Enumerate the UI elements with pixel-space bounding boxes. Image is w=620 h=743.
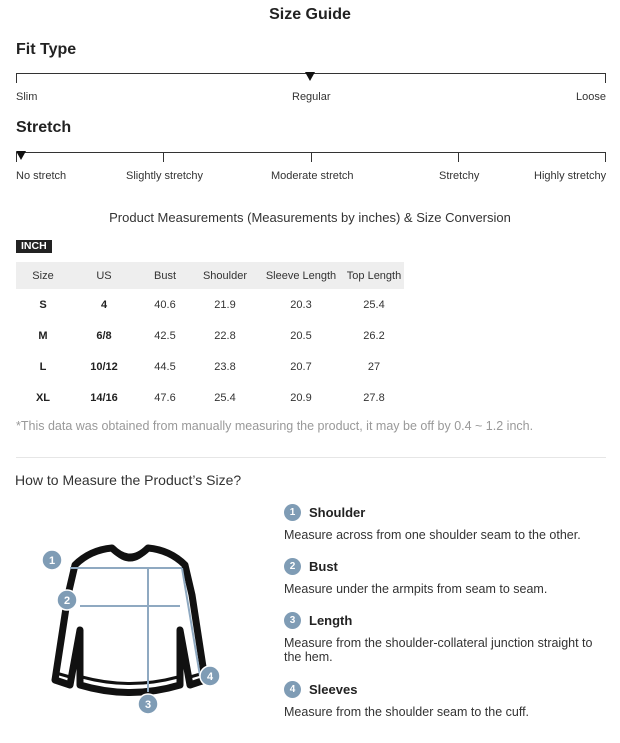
diagram-marker-3 xyxy=(138,694,158,714)
measurement-note: *This data was obtained from manually measuring the product, it may be off by 0.4 ~ 1.2 inch. xyxy=(16,419,534,433)
cell-size: M xyxy=(38,329,48,342)
cell-us: 6/8 xyxy=(96,329,112,342)
how-to-title: How to Measure the Product’s Size? xyxy=(15,472,242,488)
cell-shoulder: 22.8 xyxy=(214,329,236,342)
cell-shoulder: 25.4 xyxy=(214,391,236,404)
size-table xyxy=(16,262,404,413)
table-row xyxy=(16,289,404,320)
diagram-marker-1 xyxy=(42,550,62,570)
cell-us: 4 xyxy=(100,298,108,311)
step-number-badge: 1 xyxy=(284,504,301,521)
section-divider xyxy=(16,457,606,458)
cell-top-length: 27.8 xyxy=(363,391,385,404)
table-row xyxy=(16,382,404,413)
step-description: Measure across from one shoulder seam to the other. xyxy=(284,528,581,542)
fit-type-label-regular: Regular xyxy=(292,91,331,103)
diagram-marker-4 xyxy=(200,666,220,686)
cell-shoulder: 21.9 xyxy=(214,298,236,311)
step-bust xyxy=(284,557,604,596)
cell-us: 10/12 xyxy=(90,360,118,373)
step-number-badge: 4 xyxy=(284,681,301,698)
fit-type-heading: Fit Type xyxy=(16,41,77,58)
cell-bust: 44.5 xyxy=(154,360,176,373)
cell-sleeve-length: 20.9 xyxy=(290,391,312,404)
step-number-badge: 3 xyxy=(284,612,301,629)
cell-us: 14/16 xyxy=(90,391,118,404)
fit-type-label-slim: Slim xyxy=(16,91,38,103)
table-row xyxy=(16,320,404,351)
cell-size: XL xyxy=(35,391,51,404)
cell-sleeve-length: 20.5 xyxy=(290,329,312,342)
page-title: Size Guide xyxy=(269,6,351,23)
measurements-title: Product Measurements (Measurements by inches) & Size Conversion xyxy=(109,210,511,225)
cell-top-length: 27 xyxy=(367,360,381,373)
cell-bust: 42.5 xyxy=(154,329,176,342)
cell-sleeve-length: 20.7 xyxy=(290,360,312,373)
svg-text:2: 2 xyxy=(63,595,71,607)
cell-top-length: 26.2 xyxy=(363,329,385,342)
table-header-row xyxy=(16,262,404,289)
step-sleeves xyxy=(284,680,604,719)
stretch-scale xyxy=(16,152,606,162)
step-description: Measure from the shoulder seam to the cuff. xyxy=(284,705,530,719)
cell-shoulder: 23.8 xyxy=(214,360,236,373)
table-row xyxy=(16,351,404,382)
cell-bust: 40.6 xyxy=(154,298,176,311)
stretch-label-highly: Highly stretchy xyxy=(534,170,607,182)
header-bust: Bust xyxy=(138,262,192,289)
stretch-tick-3 xyxy=(458,153,459,162)
stretch-tick-1 xyxy=(163,153,164,162)
cell-bust: 47.6 xyxy=(154,391,176,404)
fit-type-label-loose: Loose xyxy=(576,91,606,103)
fit-type-tick-loose xyxy=(605,74,606,83)
step-shoulder xyxy=(284,503,604,542)
fit-type-tick-slim xyxy=(16,74,17,83)
cell-size: S xyxy=(39,298,47,311)
header-sleeve-length: Sleeve Length xyxy=(258,262,344,289)
svg-text:4: 4 xyxy=(206,671,214,683)
unit-badge[interactable]: INCH xyxy=(16,240,52,253)
step-description: Measure under the armpits from seam to seam. xyxy=(284,582,548,596)
stretch-tick-2 xyxy=(311,153,312,162)
cell-sleeve-length: 20.3 xyxy=(290,298,312,311)
stretch-label-stretchy: Stretchy xyxy=(439,170,480,182)
cell-size: L xyxy=(39,360,47,373)
fit-type-selected-marker xyxy=(305,72,315,81)
stretch-label-no-stretch: No stretch xyxy=(16,170,67,182)
step-title: Sleeves xyxy=(309,681,358,697)
step-number-badge: 2 xyxy=(284,558,301,575)
stretch-label-moderate: Moderate stretch xyxy=(271,170,354,182)
step-title: Bust xyxy=(309,558,338,574)
header-us: US xyxy=(70,262,138,289)
stretch-label-slightly: Slightly stretchy xyxy=(126,170,204,182)
diagram-marker-2 xyxy=(57,590,77,610)
header-size: Size xyxy=(16,262,70,289)
stretch-selected-marker xyxy=(16,151,26,160)
stretch-heading: Stretch xyxy=(16,119,72,136)
step-title: Length xyxy=(309,612,353,628)
stretch-tick-4 xyxy=(605,153,606,162)
cell-top-length: 25.4 xyxy=(363,298,385,311)
header-shoulder: Shoulder xyxy=(192,262,258,289)
step-title: Shoulder xyxy=(309,504,366,520)
header-top-length: Top Length xyxy=(344,262,404,289)
svg-text:3: 3 xyxy=(144,699,152,711)
fit-type-scale xyxy=(16,73,606,83)
sweater-diagram xyxy=(30,540,230,720)
svg-text:1: 1 xyxy=(48,555,56,567)
step-length xyxy=(284,611,604,664)
step-description: Measure from the shoulder-collateral junction straight to the hem. xyxy=(284,636,593,664)
